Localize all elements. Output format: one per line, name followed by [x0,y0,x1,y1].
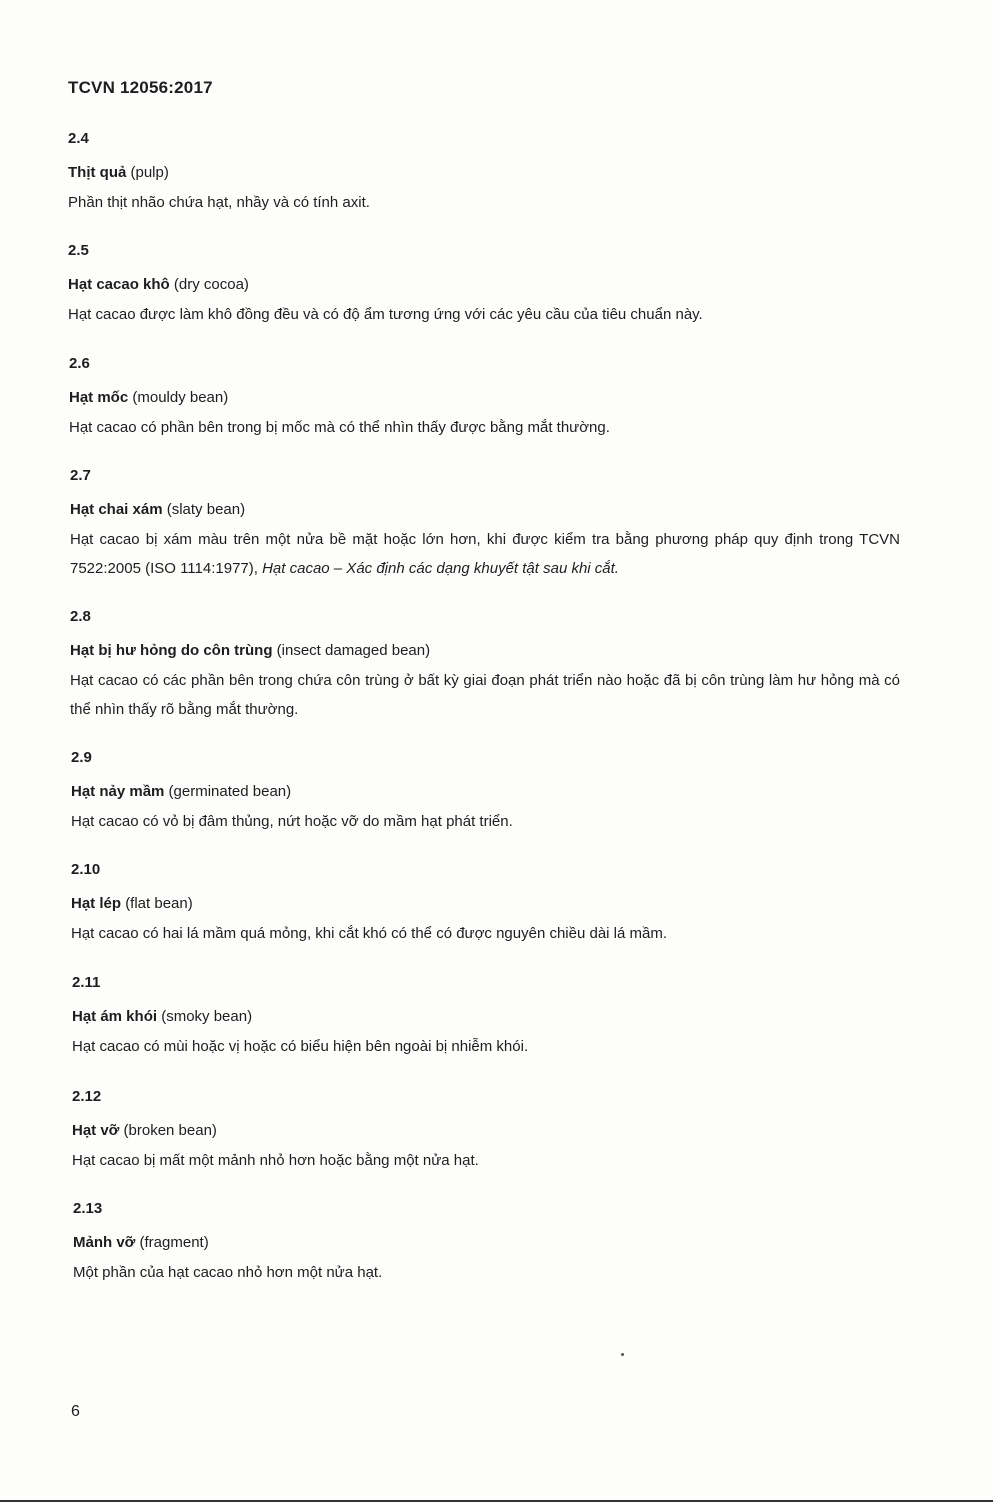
term-number: 2.12 [72,1088,102,1105]
term-english: (pulp) [130,164,169,181]
term-2-10 [71,860,901,948]
term-2-7 [70,466,900,583]
term-heading [73,1233,903,1253]
term-english: (smoky bean) [161,1008,253,1025]
standard-code-header: TCVN 12056:2017 [68,78,213,97]
term-2-13 [73,1199,903,1287]
scan-bottom-edge [0,1500,993,1502]
term-number: 2.11 [72,974,101,991]
term-2-12 [72,1087,902,1175]
term-definition: Hạt cacao có mùi hoặc vị hoặc có biểu hiện bên ngoài bị nhiễm khói. [72,1038,529,1055]
term-name: Hạt cacao khô [68,276,170,293]
term-english: (insect damaged bean) [276,642,431,659]
term-definition: Một phần của hạt cacao nhỏ hơn một nửa hạt. [73,1264,383,1281]
term-name: Hạt nảy mầm [71,783,165,800]
term-definition: Hạt cacao được làm khô đồng đều và có độ ẩm tương ứng với các yêu cầu của tiêu chuẩn này. [68,306,703,323]
term-2-11 [72,973,902,1061]
term-definition: Hạt cacao bị mất một mảnh nhỏ hơn hoặc bằng một nửa hạt. [72,1152,479,1169]
term-2-5 [68,241,898,329]
term-english: (germinated bean) [168,783,292,800]
term-number: 2.8 [70,608,91,625]
term-number: 2.4 [68,130,89,147]
term-definition [70,525,900,583]
term-name: Hạt bị hư hỏng do côn trùng [70,642,273,659]
term-name: Hạt ám khói [72,1008,158,1025]
term-heading [69,388,899,408]
term-definition: Hạt cacao có vỏ bị đâm thủng, nứt hoặc vỡ do mầm hạt phát triển. [71,813,513,830]
term-heading [68,275,898,295]
term-english: (flat bean) [125,895,193,912]
term-2-8 [70,607,900,724]
term-2-6 [69,354,899,442]
term-name: Hạt mốc [69,389,129,406]
term-name: Thịt quả [68,164,127,181]
term-2-4 [68,129,898,217]
term-number: 2.7 [70,467,91,484]
term-english: (dry cocoa) [173,276,249,293]
reference-title: Hạt cacao – Xác định các dạng khuyết tật sau khi cắt. [262,560,619,577]
term-heading [72,1007,902,1027]
term-2-9 [71,748,901,836]
term-english: (fragment) [139,1234,209,1251]
page-number: 6 [71,1403,80,1420]
term-heading [70,500,900,520]
term-number: 2.10 [71,861,101,878]
term-name: Hạt lép [71,895,122,912]
term-heading [72,1121,902,1141]
term-number: 2.13 [73,1200,103,1217]
term-definition: Hạt cacao có hai lá mầm quá mỏng, khi cắt khó có thể có được nguyên chiều dài lá mầm. [71,925,668,942]
term-heading [70,641,900,661]
term-english: (broken bean) [123,1122,217,1139]
term-heading [68,163,898,183]
term-english: (mouldy bean) [132,389,229,406]
term-number: 2.5 [68,242,89,259]
scan-speck [621,1353,624,1356]
term-heading [71,782,901,802]
term-name: Hạt vỡ [72,1122,120,1139]
term-heading [71,894,901,914]
term-english: (slaty bean) [166,501,246,518]
term-definition: Phần thịt nhão chứa hạt, nhầy và có tính axit. [68,194,370,211]
term-definition-text: Hạt cacao bị xám màu trên một nửa bề mặt hoặc lớn hơn, khi được kiểm tra bằng phương pháp quy định trong TCVN 7522:2005 (ISO 1114:1977), [70,531,900,577]
term-name: Hạt chai xám [70,501,163,518]
term-number: 2.6 [69,355,90,372]
term-definition: Hạt cacao có phần bên trong bị mốc mà có thể nhìn thấy được bằng mắt thường. [69,419,610,436]
term-name: Mảnh vỡ [73,1234,136,1251]
term-number: 2.9 [71,749,92,766]
term-definition: Hạt cacao có các phần bên trong chứa côn trùng ở bất kỳ giai đoạn phát triển nào hoặc đã bị côn trùng làm hư hỏng mà có thể nhìn thấy rõ bằng mắt thường. [70,672,900,718]
